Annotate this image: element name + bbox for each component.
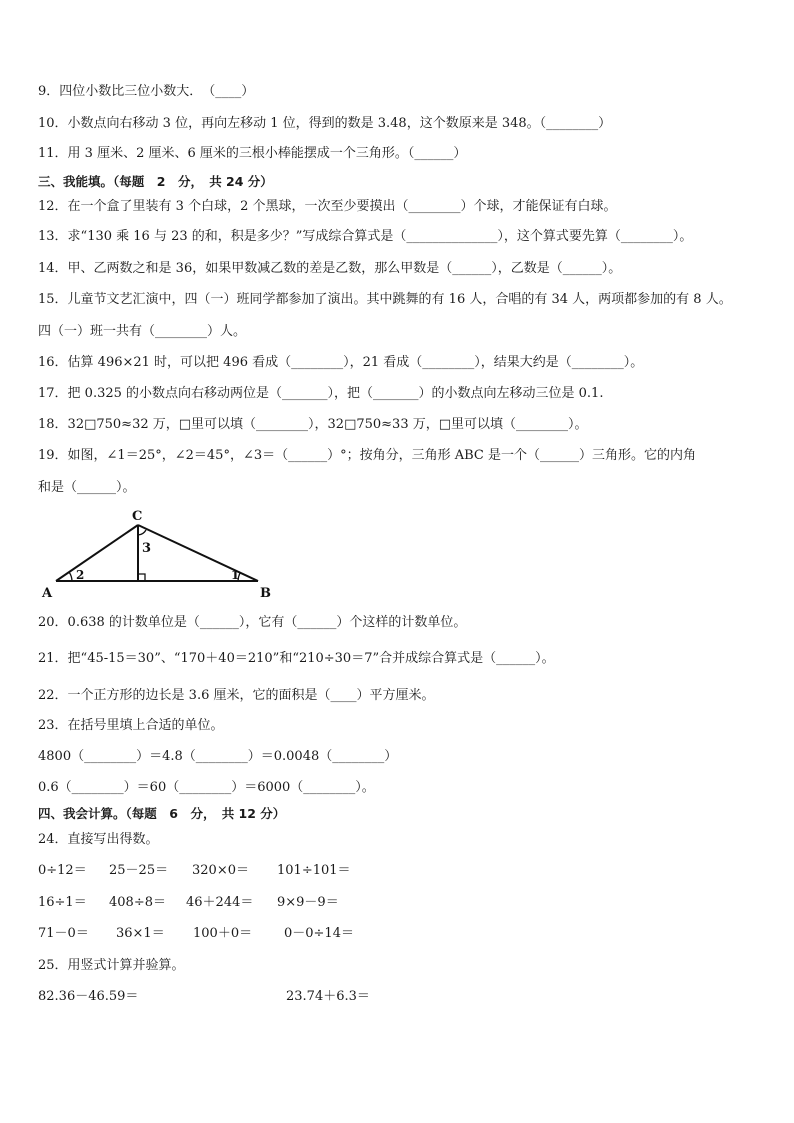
question-9: 9．四位小数比三位小数大． （____） (38, 84, 255, 99)
angle-3-arc (138, 530, 146, 535)
question-18: 18．32□750≈32 万，□里可以填（________），32□750≈33 万，□里可以填（________）。 (38, 417, 588, 432)
calc-item: 46＋244＝ (186, 895, 254, 910)
question-10: 10．小数点向右移动 3 位，再向左移动 1 位，得到的数是 3.48，这个数原来是 348。（________） (38, 116, 612, 131)
section-4-heading: 四、我会计算。（每题 6 分， 共 12 分） (38, 806, 286, 821)
question-12: 12．在一个盒了里装有 3 个白球，2 个黑球，一次至少要摸出（________）个球，才能保证有白球。 (38, 199, 617, 214)
question-15-line-2: 四（一）班一共有（________）人。 (38, 324, 247, 339)
calc-item: 9×9－9＝ (277, 895, 339, 910)
calc-item: 100＋0＝ (193, 926, 253, 941)
vertex-label-a: A (42, 586, 53, 600)
angle-label-3: 3 (142, 541, 152, 556)
q25-item-2: 23.74＋6.3＝ (286, 989, 370, 1004)
question-23-row-1: 4800（________）＝4.8（________）＝0.0048（________） (38, 749, 398, 764)
question-19-line-2: 和是（______）。 (38, 480, 136, 495)
calc-item: 16÷1＝ (38, 895, 87, 910)
question-25: 25．用竖式计算并验算。 (38, 958, 185, 973)
calc-item: 408÷8＝ (109, 895, 166, 910)
calc-item: 25－25＝ (109, 863, 169, 878)
calc-item: 101÷101＝ (277, 863, 351, 878)
calc-item: 71－0＝ (38, 926, 89, 941)
side-ac (56, 525, 138, 581)
q25-item-1: 82.36－46.59＝ (38, 989, 139, 1004)
side-bc (138, 525, 258, 581)
question-11: 11．用 3 厘米、2 厘米、6 厘米的三根小棒能摆成一个三角形。（______） (38, 146, 467, 161)
question-24: 24．直接写出得数。 (38, 832, 159, 847)
angle-label-1: 1 (231, 568, 240, 582)
calc-item: 0－0÷14＝ (284, 926, 354, 941)
question-20: 20．0.638 的计数单位是（______），它有（______）个这样的计数单位。 (38, 615, 467, 630)
calc-item: 320×0＝ (192, 863, 249, 878)
vertex-label-b: B (260, 586, 271, 600)
angle-label-2: 2 (76, 568, 85, 582)
question-17: 17．把 0.325 的小数点向右移动两位是（_______），把（_______）的小数点向左移动三位是 0.1. (38, 386, 604, 401)
calc-item: 0÷12＝ (38, 863, 87, 878)
question-19-line-1: 19．如图，∠1＝25°，∠2＝45°，∠3＝（______）°；按角分，三角形 ABC 是一个（______）三角形。它的内角 (38, 448, 697, 463)
angle-2-arc (69, 572, 72, 581)
question-15-line-1: 15．儿童节文艺汇演中，四（一）班同学都参加了演出。其中跳舞的有 16 人，合唱的有 34 人，两项都参加的有 8 人。 (38, 292, 732, 307)
question-22: 22．一个正方形的边长是 3.6 厘米，它的面积是（____）平方厘米。 (38, 688, 435, 703)
vertex-label-c: C (132, 509, 143, 524)
question-23: 23．在括号里填上合适的单位。 (38, 718, 224, 733)
section-3-heading: 三、我能填。（每题 2 分， 共 24 分） (38, 174, 273, 189)
calc-item: 36×1＝ (116, 926, 165, 941)
right-angle-mark (138, 574, 145, 581)
question-23-row-2: 0.6（________）＝60（________）＝6000（________）。 (38, 780, 375, 795)
question-21: 21．把“45-15＝30”、“170＋40＝210”和“210÷30＝7”合并成综合算式是（______）。 (38, 651, 555, 666)
triangle-figure (38, 508, 278, 600)
question-16: 16．估算 496×21 时，可以把 496 看成（________），21 看成（________），结果大约是（________）。 (38, 355, 644, 370)
question-13: 13．求“130 乘 16 与 23 的和，积是多少？”写成综合算式是（______________），这个算式要先算（________）。 (38, 229, 693, 244)
question-14: 14．甲、乙两数之和是 36，如果甲数减乙数的差是乙数，那么甲数是（______），乙数是（______）。 (38, 261, 622, 276)
